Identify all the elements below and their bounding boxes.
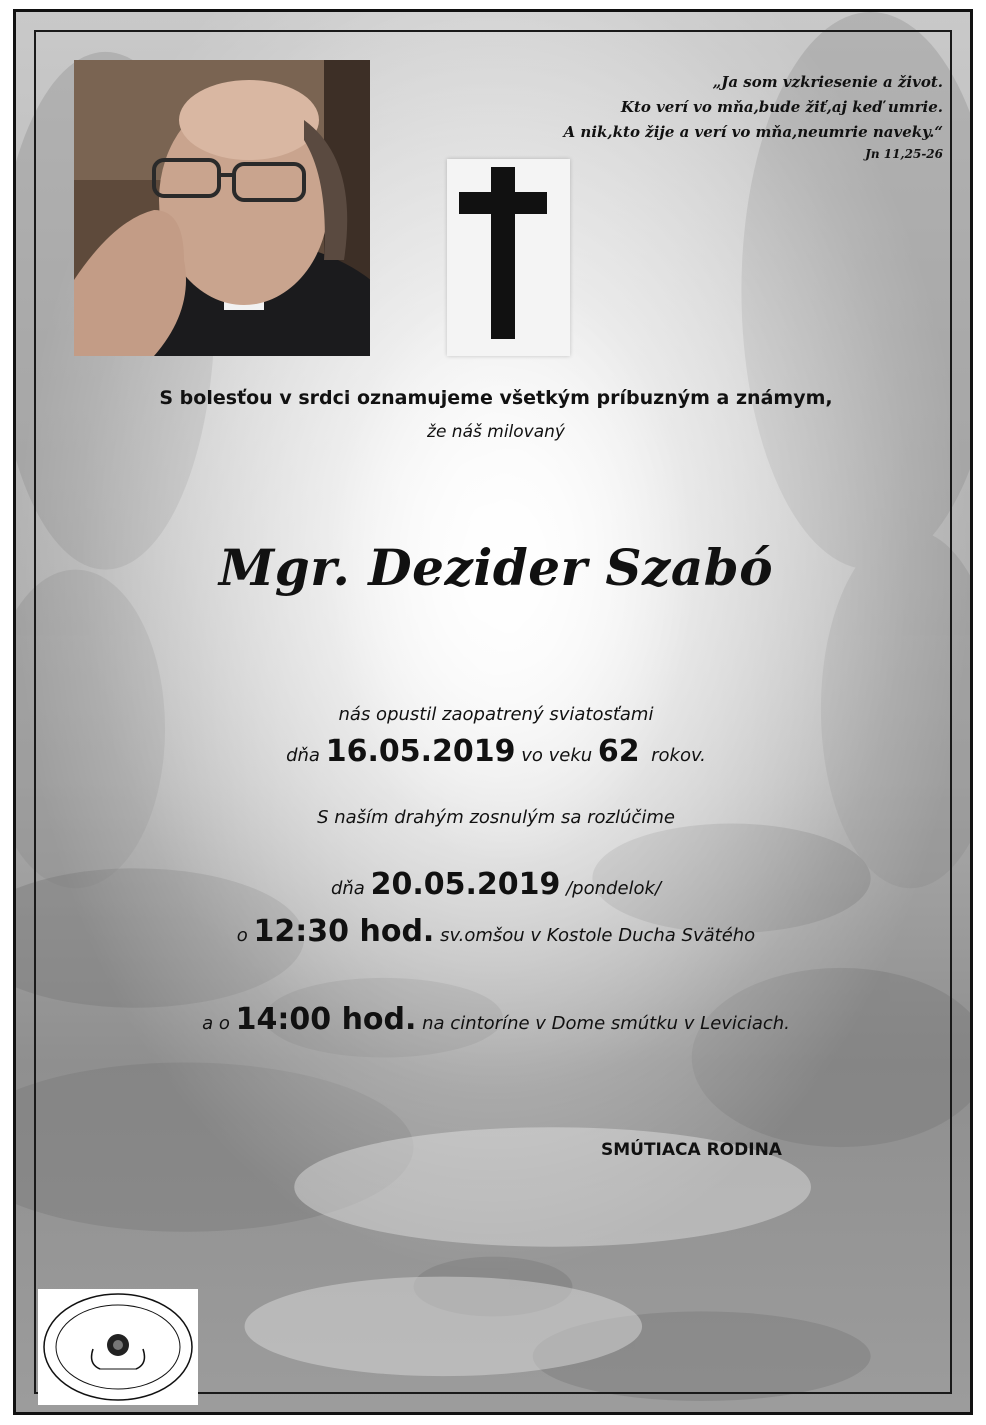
- bible-quote: [423, 70, 943, 163]
- age-suffix: rokov.: [651, 745, 706, 766]
- farewell-day: /pondelok/: [566, 878, 662, 899]
- announcement-line-1: S bolesťou v srdci oznamujeme všetkým príbuzným a známym,: [159, 387, 833, 409]
- obituary-card: [13, 9, 973, 1415]
- death-date-prefix: dňa: [286, 745, 320, 766]
- burial-time: 14:00 hod.: [235, 1002, 417, 1037]
- quote-line-3: A nik,kto žije a verí vo mňa,neumrie naveky.“: [563, 123, 943, 141]
- death-date-line: [16, 734, 973, 769]
- farewell-date-prefix: dňa: [330, 878, 365, 899]
- mass-line: [16, 914, 973, 949]
- cross-bar: [459, 192, 547, 214]
- age-value: 62: [597, 734, 640, 769]
- burial-line: [16, 1002, 973, 1037]
- mass-place: sv.omšou v Kostole Ducha Svätého: [440, 925, 756, 946]
- farewell-intro: S naším drahým zosnulým sa rozlúčime: [317, 807, 675, 828]
- quote-reference: Jn 11,25-26: [865, 147, 943, 161]
- quote-line-2: Kto verí vo mňa,bude žiť,aj keď umrie.: [620, 98, 943, 116]
- quote-line-1: „Ja som vzkriesenie a život.: [712, 73, 943, 91]
- funeral-service-seal: [38, 1289, 198, 1405]
- mass-time: 12:30 hod.: [253, 914, 435, 949]
- age-prefix: vo veku: [521, 745, 593, 766]
- portrait-image: [74, 60, 370, 356]
- burial-place: na cintoríne v Dome smútku v Leviciach.: [422, 1013, 790, 1034]
- farewell-date-line: [16, 867, 973, 902]
- cross-symbol-box: [447, 159, 570, 356]
- funeral-service-logo: [38, 1289, 198, 1405]
- deceased-name: Mgr. Dezider Szabó: [218, 538, 774, 597]
- signoff: SMÚTIACA RODINA: [601, 1140, 782, 1160]
- portrait-photo: [74, 60, 370, 356]
- death-statement: nás opustil zaopatrený sviatosťami: [338, 704, 654, 725]
- farewell-date: 20.05.2019: [370, 867, 561, 902]
- announcement-line-2: že náš milovaný: [427, 422, 565, 442]
- burial-prefix: a o: [202, 1013, 230, 1034]
- mass-prefix: o: [236, 925, 248, 946]
- death-date: 16.05.2019: [325, 734, 516, 769]
